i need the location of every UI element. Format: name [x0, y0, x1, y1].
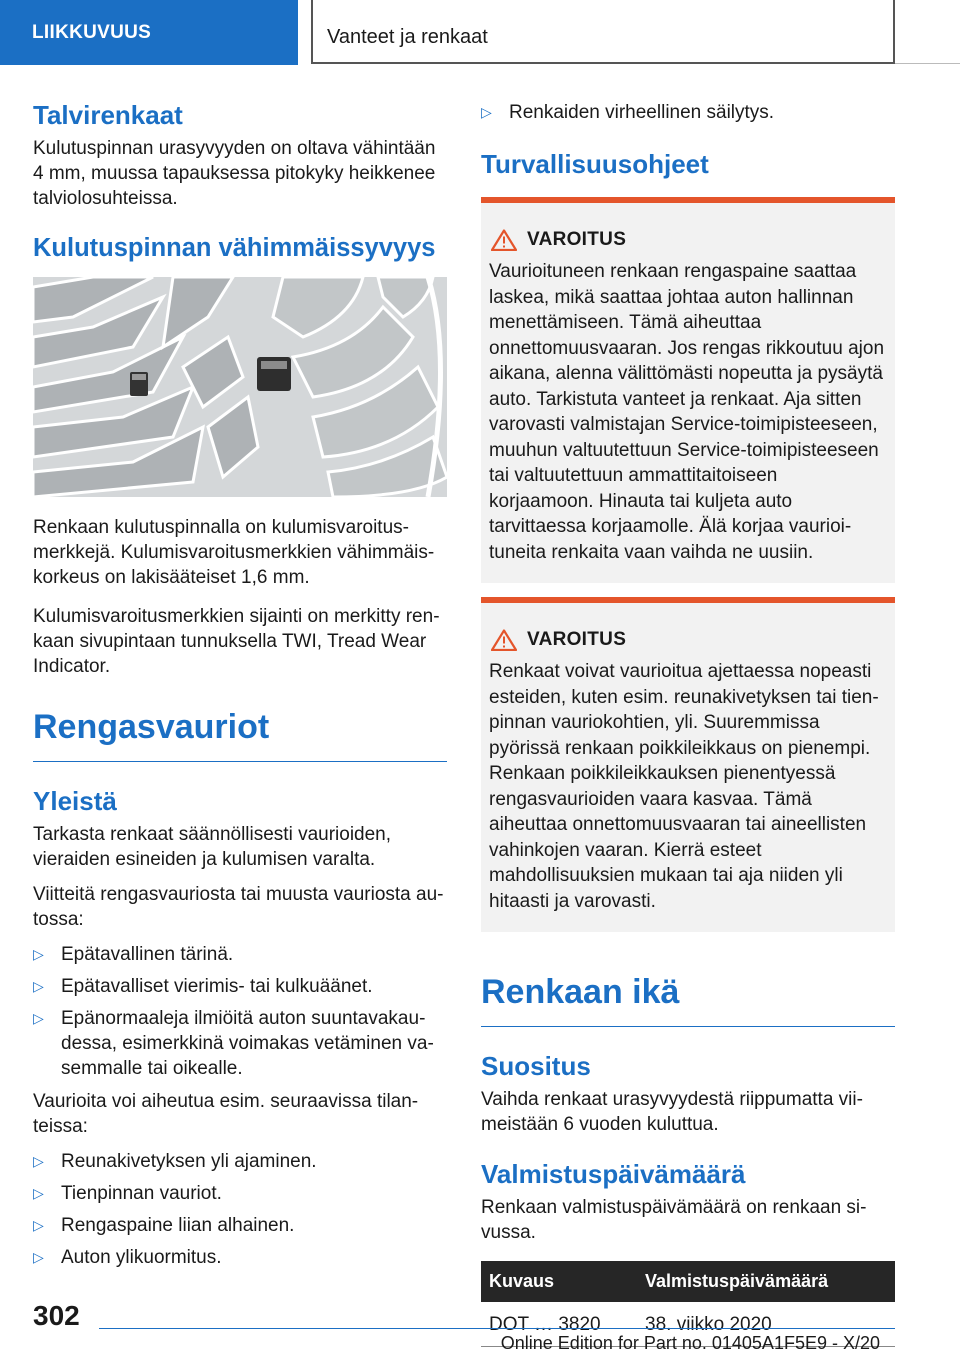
edition-info: Online Edition for Part no. 01405A1F5E9 - X/20	[500, 1333, 880, 1353]
text-inspect: Tarkasta renkaat säännöllisesti vaurioiden, vieraiden esineiden ja kulumisen varalta.	[33, 824, 392, 870]
warning-label: VAROITUS	[527, 629, 627, 650]
warning-text: Vaurioituneen renkaan rengaspaine saattaa laskea, mikä saattaa johtaa auton hallinnan menettämiseen. Tämä aiheuttaa onnettomuusvaaran. Jos rengas rikkoutuu ajon aikana, alenna välittömästi nopeutta ja pysäytä auto. Tarkistuta vanteet ja renkaat. Aja sitten varovasti valmistajan Service-toimipisteeseen, muuhun valtuutettuun Service-toimipisteeseen tai valtuutettuun ammattitaitoiseen korjaamoon. Hinauta tai kuljeta auto tarvittaessa korjaamolle. Älä korjaa vaurioituneita renkaita vaan vaihda ne uusiin.	[489, 261, 885, 563]
section-tab	[0, 0, 298, 65]
list-item: ▷ Epätavallinen tärinä.	[33, 944, 234, 965]
triangle-bullet-icon: ▷	[33, 1153, 44, 1169]
table-cell: 38. viikko 2020	[637, 1302, 895, 1347]
triangle-bullet-icon: ▷	[33, 978, 44, 994]
footer-divider	[99, 1328, 895, 1329]
right-column	[481, 100, 895, 1347]
text-talvirenkaat: Kulutuspinnan urasyvyyden on oltava vähintään 4 mm, muussa tapauksessa pitokyky heikkenee talviolosuhteissa.	[33, 138, 436, 209]
table-cell: DOT … 3820	[481, 1302, 637, 1347]
section-title: LIIKKUVUUS	[32, 21, 152, 43]
table-header-cell: Valmistuspäivämäärä	[637, 1261, 895, 1302]
warning-header	[491, 629, 887, 651]
text-recommend: Vaihda renkaat urasyvyydestä riippumatta viimeistään 6 vuoden kuluttua.	[481, 1089, 863, 1135]
heading-yleista: Yleistä	[33, 786, 117, 816]
left-column	[33, 100, 447, 1278]
list-item: ▷ Tienpinnan vauriot.	[33, 1183, 222, 1204]
heading-safety: Turvallisuusohjeet	[481, 149, 709, 179]
damage-signs-list	[33, 942, 447, 1081]
text-manufacture: Renkaan valmistuspäivämäärä on renkaan sivussa.	[481, 1197, 867, 1243]
table-header-cell: Kuvaus	[481, 1261, 637, 1302]
text-damage-causes: Vaurioita voi aiheutua esim. seuraavissa tilanteissa:	[33, 1091, 419, 1137]
table-header-row	[481, 1261, 895, 1302]
chapter-header	[311, 0, 895, 64]
triangle-bullet-icon: ▷	[33, 1185, 44, 1201]
triangle-bullet-icon: ▷	[33, 1249, 44, 1265]
warning-text: Renkaat voivat vaurioitua ajettaessa nopeasti esteiden, kuten esim. reunakivetyksen tai tienpinnan vauriokohtien, yli. Suuremmissa pyörissä renkaan poikkileikkaus on pienempi. Renkaan poikkileikkauksen pienentyessä rengasvaurioiden vaara kasvaa. Tämä aiheuttaa onnettomuusvaaran tai aineellisten vahinkojen vaaran. Kierrä esteet mahdollisuuksien mukaan tai aja niiden yli hitaasti ja varovasti.	[489, 661, 879, 912]
chapter-title: Vanteet ja renkaat	[327, 26, 488, 48]
tread-wear-illustration	[33, 277, 447, 497]
text-wear-indicators: Renkaan kulutuspinnalla on kulumisvaroitusmerkkejä. Kulumisvaroitusmerkkien vähimmäiskorkeus on lakisääteiset 1,6 mm.	[33, 517, 435, 588]
warning-box-2	[481, 597, 895, 932]
heading-min-depth: Kulutuspinnan vähimmäissyvyys	[33, 234, 436, 262]
text-twi-location: Kulumisvaroitusmerkkien sijainti on merkitty renkaan sivupintaan tunnuksella TWI, Tread Wear Indicator.	[33, 606, 440, 677]
heading-manufacture-date: Valmistuspäivämäärä	[481, 1159, 746, 1189]
triangle-bullet-icon: ▷	[33, 946, 44, 962]
damage-causes-list	[33, 1149, 447, 1270]
triangle-bullet-icon: ▷	[481, 104, 492, 120]
triangle-bullet-icon: ▷	[33, 1010, 44, 1026]
heading-talvirenkaat: Talvirenkaat	[33, 100, 183, 130]
list-item: ▷ Reunakivetyksen yli ajaminen.	[33, 1151, 317, 1172]
list-item: ▷ Auton ylikuormitus.	[33, 1247, 222, 1268]
list-item: ▷ Epänormaaleja ilmiöitä auton suuntavakaudessa, esimerkkinä voimakas vetäminen vasemmalle tai oikealle.	[33, 1008, 434, 1079]
warning-header	[491, 229, 887, 251]
warning-box-1	[481, 197, 895, 583]
triangle-bullet-icon: ▷	[33, 1217, 44, 1233]
tire-tread-image	[33, 277, 447, 497]
warning-label: VAROITUS	[527, 229, 627, 250]
heading-rengasvauriot: Rengasvauriot	[33, 707, 447, 762]
text-damage-signs: Viitteitä rengasvauriosta tai muusta vauriosta autossa:	[33, 884, 444, 930]
warning-triangle-icon	[491, 629, 517, 651]
list-item: ▷ Renkaiden virheellinen säilytys.	[481, 102, 775, 123]
header-divider	[895, 63, 960, 64]
list-item: ▷ Epätavalliset vierimis- tai kulkuäänet.	[33, 976, 373, 997]
page-number: 302	[33, 1300, 80, 1331]
heading-suositus: Suositus	[481, 1051, 591, 1081]
storage-list	[481, 100, 895, 125]
heading-tire-age: Renkaan ikä	[481, 972, 895, 1027]
list-item: ▷ Rengaspaine liian alhainen.	[33, 1215, 295, 1236]
warning-triangle-icon	[491, 229, 517, 251]
